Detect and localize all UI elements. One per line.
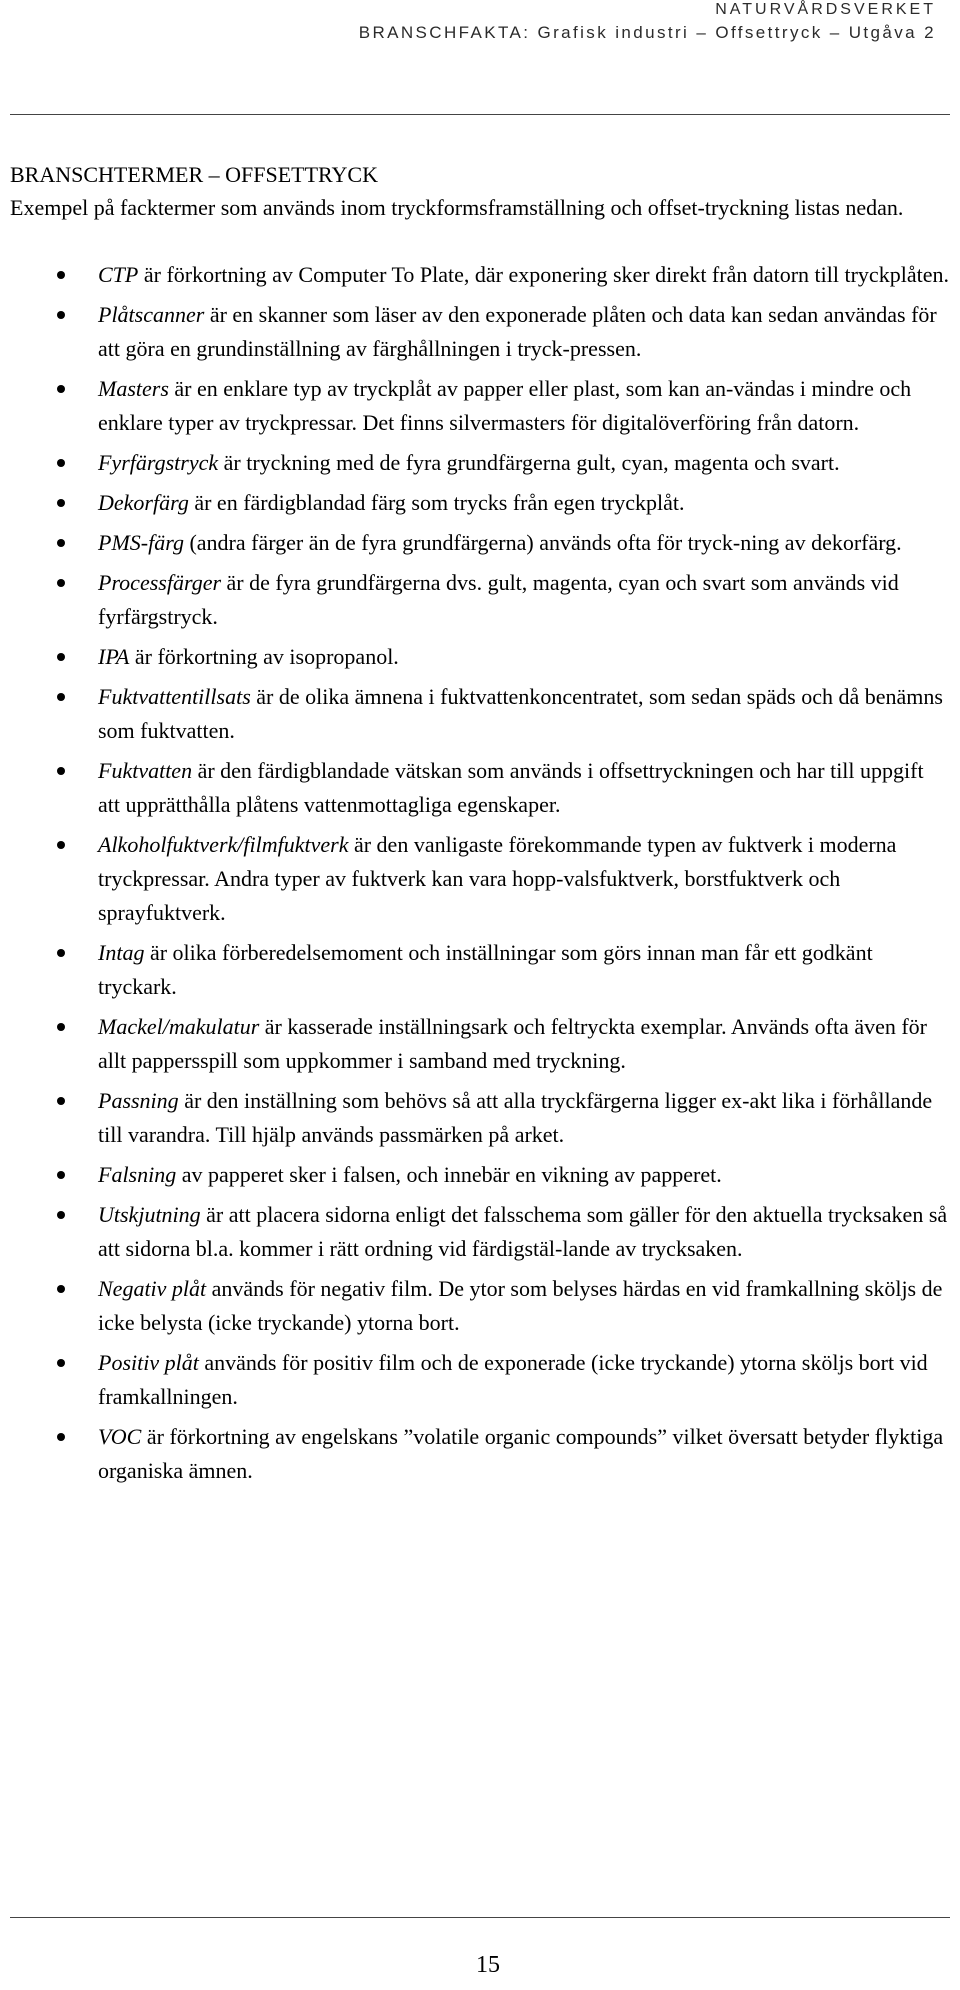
term-description: är förkortning av Computer To Plate, där exponering sker direkt från datorn till tryckplåten. [138, 262, 949, 287]
page-number: 15 [476, 1952, 500, 1978]
bullet-icon [57, 841, 65, 849]
term-name: Dekorfärg [98, 490, 189, 515]
term-description: är olika förberedelsemoment och inställningar som görs innan man får ett godkänt tryckark. [98, 940, 873, 999]
term-item [10, 372, 950, 440]
bullet-icon [57, 579, 65, 587]
term-name: PMS-färg [98, 530, 184, 555]
bullet-icon [57, 1433, 65, 1441]
term-name: IPA [98, 644, 130, 669]
bullet-icon [57, 1211, 65, 1219]
bullet-icon [57, 1171, 65, 1179]
main-content [10, 158, 950, 1494]
term-item [10, 1198, 950, 1266]
term-item [10, 258, 950, 292]
term-item [10, 446, 950, 480]
term-item [10, 828, 950, 930]
term-description: är tryckning med de fyra grundfärgerna gult, cyan, magenta och svart. [218, 450, 840, 475]
term-name: Alkoholfuktverk/filmfuktverk [98, 832, 349, 857]
term-name: Plåtscanner [98, 302, 205, 327]
terms-list [10, 258, 950, 1488]
bullet-icon [57, 1097, 65, 1105]
bullet-icon [57, 1285, 65, 1293]
header-divider [10, 114, 950, 115]
term-name: Fuktvatten [98, 758, 193, 783]
footer-divider [10, 1917, 950, 1918]
term-item [10, 1084, 950, 1152]
term-name: Mackel/makulatur [98, 1014, 260, 1039]
term-name: Passning [98, 1088, 179, 1113]
term-item [10, 640, 950, 674]
term-description: är en enklare typ av tryckplåt av papper eller plast, som kan an-vändas i mindre och enklare typer av tryckpressar. Det finns silvermasters för digitalöverföring från datorn. [98, 376, 912, 435]
term-name: Processfärger [98, 570, 222, 595]
term-name: Falsning [98, 1162, 177, 1187]
section-title: BRANSCHTERMER – OFFSETTRYCK [10, 162, 378, 187]
term-name: Negativ plåt [98, 1276, 207, 1301]
term-name: Masters [98, 376, 169, 401]
bullet-icon [57, 767, 65, 775]
bullet-icon [57, 693, 65, 701]
term-item [10, 680, 950, 748]
bullet-icon [57, 539, 65, 547]
term-item [10, 298, 950, 366]
term-description: är de fyra grundfärgerna dvs. gult, magenta, cyan och svart som används vid fyrfärgstryck. [98, 570, 899, 629]
bullet-icon [57, 499, 65, 507]
term-item [10, 1346, 950, 1414]
term-name: Positiv plåt [98, 1350, 199, 1375]
bullet-icon [57, 271, 65, 279]
term-name: VOC [98, 1424, 142, 1449]
term-item [10, 754, 950, 822]
bullet-icon [57, 1023, 65, 1031]
term-description: av papperet sker i falsen, och innebär en vikning av papperet. [176, 1162, 722, 1187]
term-name: Fyrfärgstryck [98, 450, 219, 475]
publisher-name: NATURVÅRDSVERKET [715, 1, 936, 18]
term-description: är förkortning av isopropanol. [129, 644, 399, 669]
term-description: är en skanner som läser av den exponerade plåten och data kan sedan användas för att göra en grundinställning av färghållningen i tryck-pressen. [98, 302, 937, 361]
bullet-icon [57, 949, 65, 957]
term-item [10, 936, 950, 1004]
term-item [10, 1420, 950, 1488]
bullet-icon [57, 1359, 65, 1367]
term-name: CTP [98, 262, 139, 287]
term-description: används för negativ film. De ytor som belyses härdas en vid framkallning sköljs de icke belysta (icke tryckande) ytorna bort. [98, 1276, 943, 1335]
term-description: är den vanligaste förekommande typen av fuktverk i moderna tryckpressar. Andra typer av fuktverk kan vara hopp-valsfuktverk, borstfuktverk och sprayfuktverk. [98, 832, 897, 925]
bullet-icon [57, 653, 65, 661]
bullet-icon [57, 385, 65, 393]
intro-paragraph: Exempel på facktermer som används inom tryckformsframställning och offset-tryckning listas nedan. [10, 195, 904, 220]
term-description: är de olika ämnena i fuktvattenkoncentratet, som sedan späds och då benämns som fuktvatten. [98, 684, 943, 743]
term-item [10, 1010, 950, 1078]
term-description: är förkortning av engelskans ”volatile organic compounds” vilket översatt betyder flyktiga organiska ämnen. [98, 1424, 944, 1483]
term-name: Intag [98, 940, 145, 965]
term-description: är den inställning som behövs så att alla tryckfärgerna ligger ex-akt lika i förhållande till varandra. Till hjälp används passmärken på arket. [98, 1088, 933, 1147]
term-description: är kasserade inställningsark och feltryckta exemplar. Används ofta även för allt pappersspill som uppkommer i samband med tryckning. [98, 1014, 927, 1073]
term-item [10, 1272, 950, 1340]
term-description: är en färdigblandad färg som trycks från egen tryckplåt. [188, 490, 685, 515]
term-item [10, 566, 950, 634]
term-description: används för positiv film och de exponerade (icke tryckande) ytorna sköljs bort vid framkallningen. [98, 1350, 928, 1409]
term-description: är att placera sidorna enligt det falsschema som gäller för den aktuella trycksaken så att sidorna bl.a. kommer i rätt ordning vid färdigstäl-lande av trycksaken. [98, 1202, 948, 1261]
term-item [10, 486, 950, 520]
term-item [10, 1158, 950, 1192]
term-item [10, 526, 950, 560]
bullet-icon [57, 311, 65, 319]
term-name: Fuktvattentillsats [98, 684, 251, 709]
term-name: Utskjutning [98, 1202, 201, 1227]
bullet-icon [57, 459, 65, 467]
document-subtitle: BRANSCHFAKTA: Grafisk industri – Offsettryck – Utgåva 2 [358, 23, 936, 42]
term-description: är den färdigblandade vätskan som används i offsettryckningen och har till uppgift att upprätthålla plåtens vattenmottagliga egenskaper. [98, 758, 924, 817]
term-description: (andra färger än de fyra grundfärgerna) används ofta för tryck-ning av dekorfärg. [183, 530, 902, 555]
